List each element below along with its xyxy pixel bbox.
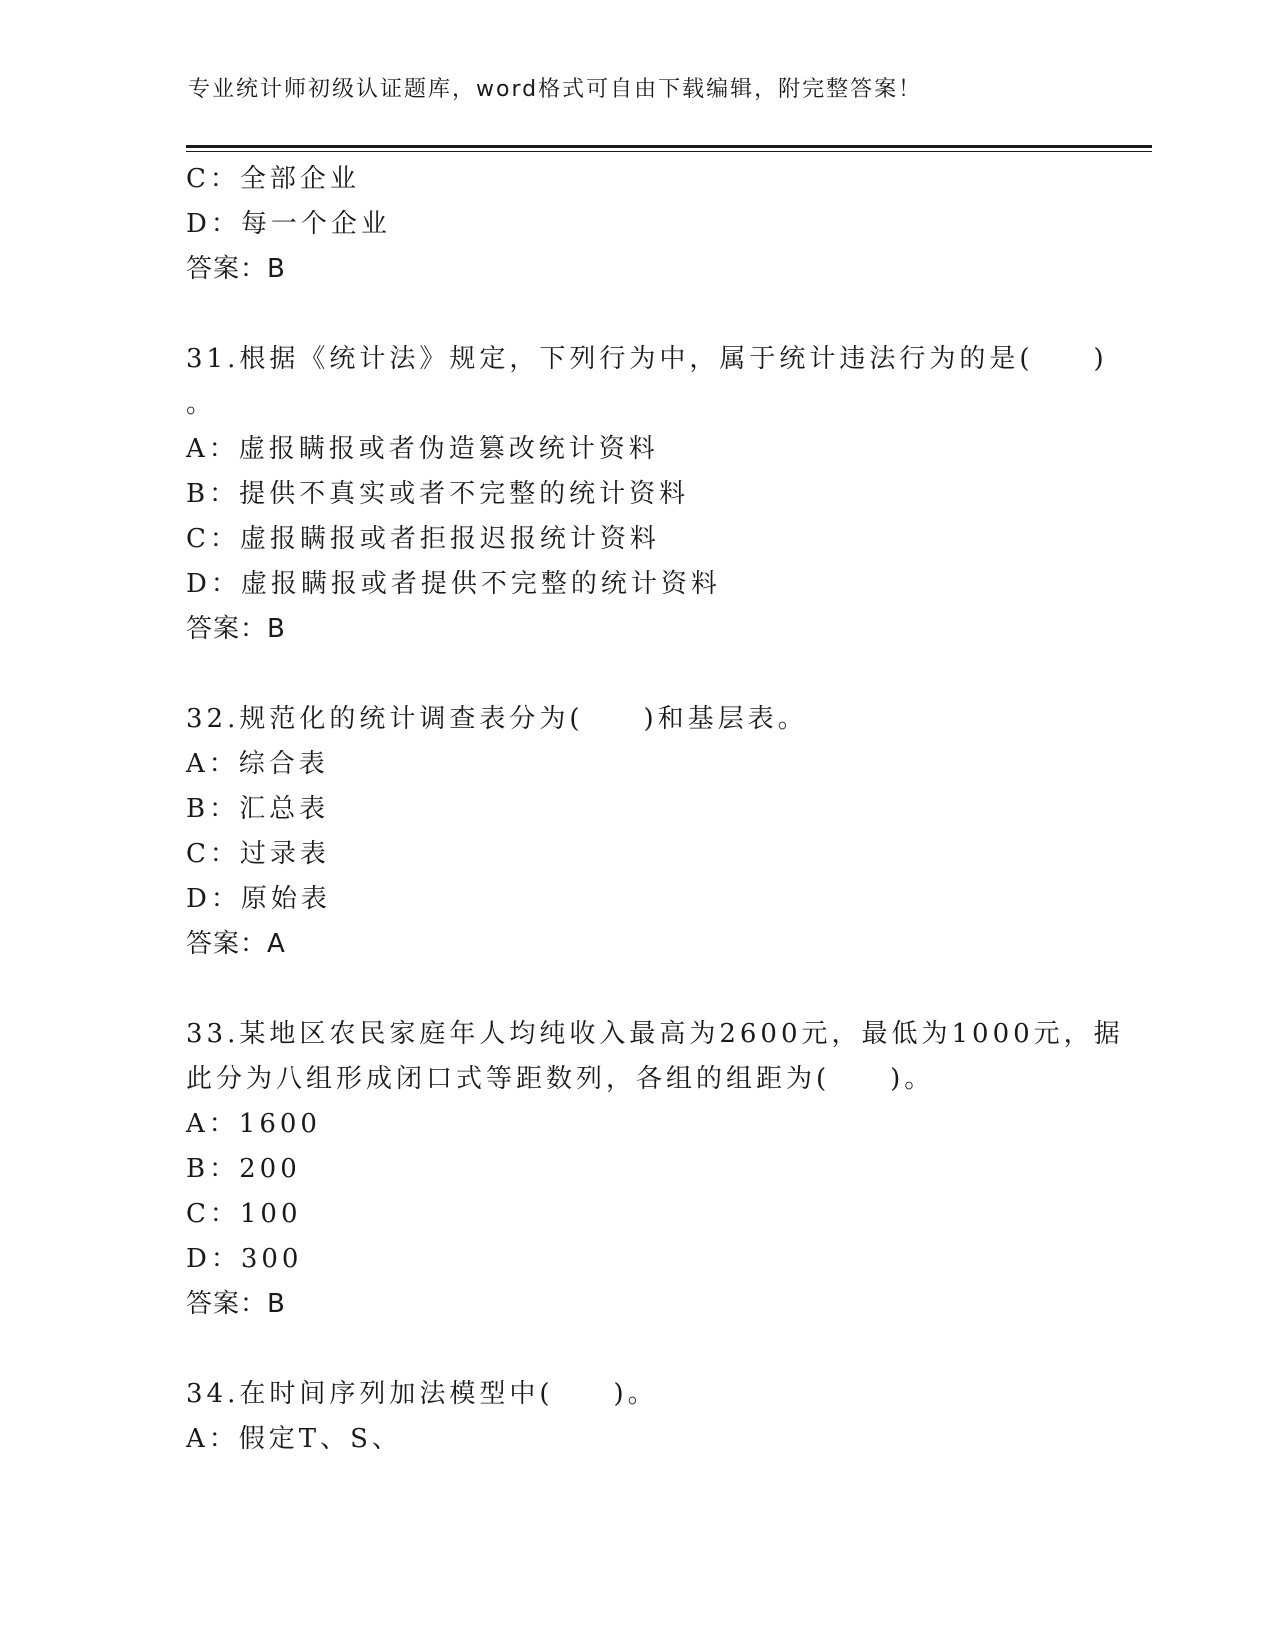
question-line: 31.根据《统计法》规定，下列行为中，属于统计违法行为的是( ) [186, 344, 1108, 374]
option-line: C：100 [186, 1199, 302, 1229]
option-line: D：虚报瞒报或者提供不完整的统计资料 [186, 569, 721, 599]
option-line: D：原始表 [186, 884, 331, 914]
option-line: C：虚报瞒报或者拒报迟报统计资料 [186, 524, 660, 554]
question-line: 33.某地区农民家庭年人均纯收入最高为2600元，最低为1000元，据 [186, 1019, 1124, 1049]
option-line: B：提供不真实或者不完整的统计资料 [186, 479, 690, 509]
header-rule-thick [186, 145, 1152, 148]
answer-line: 答案：B [186, 614, 286, 644]
page-header: 专业统计师初级认证题库，word格式可自由下载编辑，附完整答案！ [188, 77, 923, 102]
question-line: 32.规范化的统计调查表分为( )和基层表。 [186, 704, 808, 734]
question-line: 此分为八组形成闭口式等距数列，各组的组距为( )。 [186, 1064, 935, 1094]
question-line: 。 [186, 389, 217, 419]
option-line: A：假定T、S、 [186, 1424, 402, 1454]
option-line: C：过录表 [186, 839, 330, 869]
option-line: A：综合表 [186, 749, 329, 779]
option-line: B：汇总表 [186, 794, 330, 824]
answer-line: 答案：B [186, 1289, 286, 1319]
option-line: B：200 [186, 1154, 301, 1184]
option-line: D：300 [186, 1244, 303, 1274]
answer-line: 答案：B [186, 254, 286, 284]
option-line: A：1600 [186, 1109, 321, 1139]
option-line: D：每一个企业 [186, 209, 391, 239]
option-line: A：虚报瞒报或者伪造篡改统计资料 [186, 434, 659, 464]
answer-line: 答案：A [186, 929, 286, 959]
header-rule-thin [186, 151, 1152, 152]
option-line: C：全部企业 [186, 164, 360, 194]
question-line: 34.在时间序列加法模型中( )。 [186, 1379, 658, 1409]
